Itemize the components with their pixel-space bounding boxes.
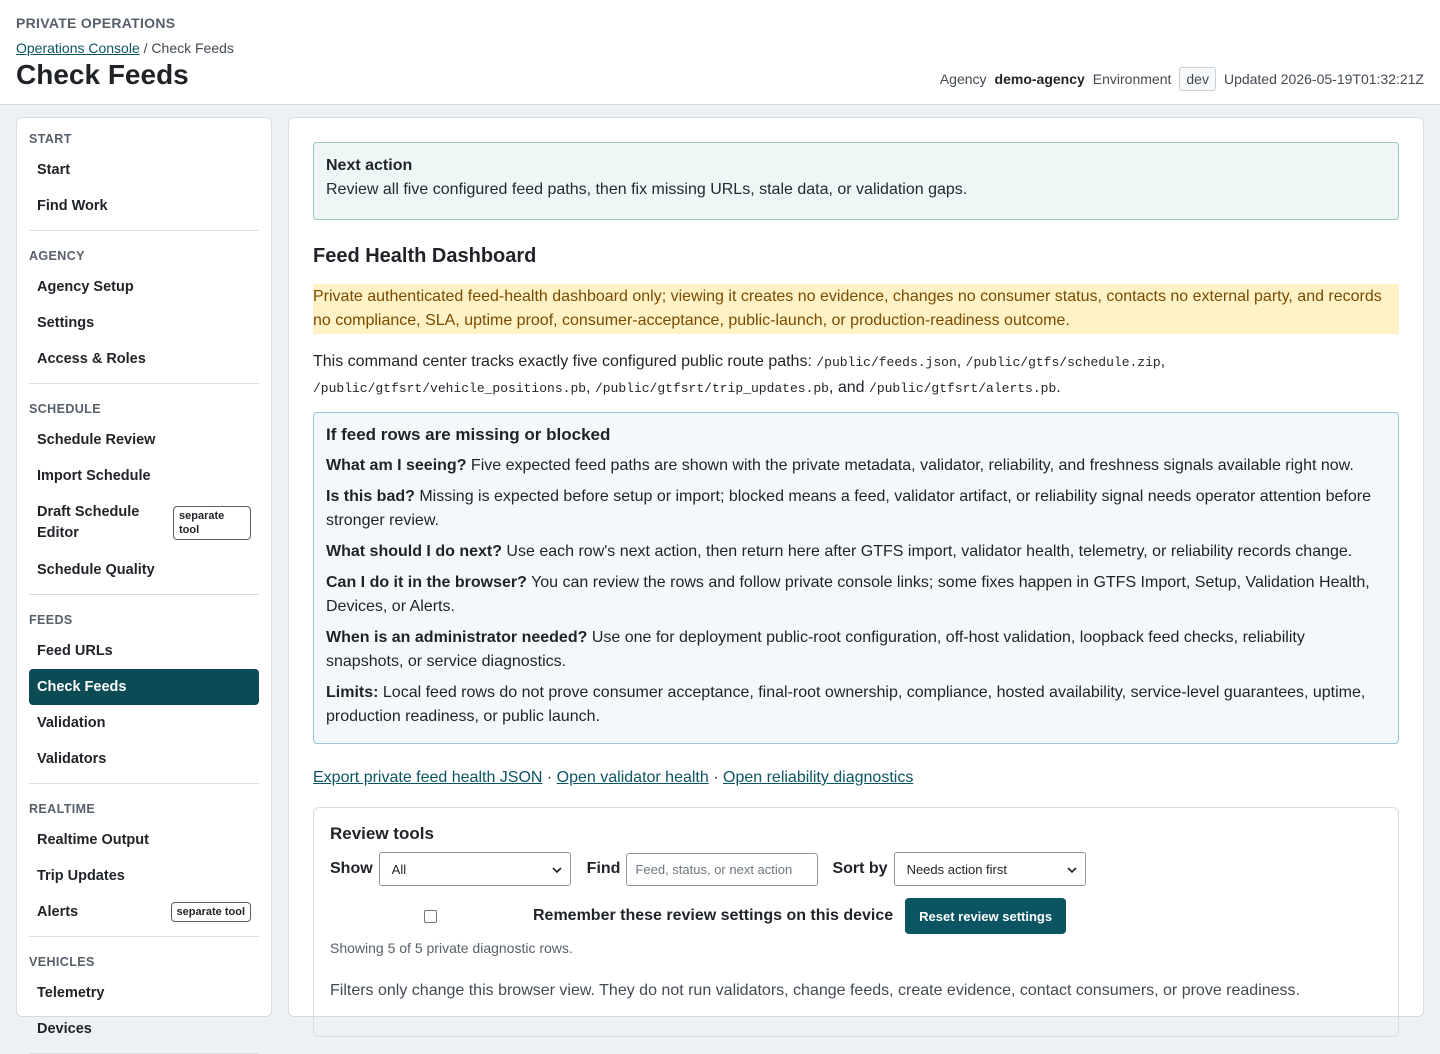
- sidebar-item-telemetry[interactable]: [29, 975, 259, 1011]
- sidebar-item-label: Schedule Quality: [37, 562, 155, 579]
- reset-review-settings-button[interactable]: Reset review settings: [905, 898, 1066, 934]
- help-answer: You can review the rows and follow private console links; some fixes happen in GTFS Import, Setup, Validation Health, Devices, or Alerts.: [326, 574, 1370, 615]
- chevron-down-icon: [1067, 862, 1077, 877]
- link-separator: ·: [708, 769, 723, 786]
- sidebar-item-schedule-quality[interactable]: [29, 552, 259, 588]
- help-answer: Use one for deployment public-root configuration, off-host validation, loopback feed checks, reliability snapshots, or service diagnostics.: [326, 629, 1305, 670]
- review-tools-row: [330, 852, 1382, 886]
- remember-row: [330, 898, 1382, 934]
- show-select[interactable]: [379, 852, 571, 886]
- dashboard-title: Feed Health Dashboard: [313, 245, 537, 267]
- sidebar-item-trip-updates[interactable]: [29, 858, 259, 894]
- nav-section-start: [29, 118, 259, 231]
- sidebar-item-draft-schedule-editor[interactable]: [29, 494, 259, 552]
- environment-label: Environment: [1092, 71, 1172, 87]
- route-paths-text: [313, 349, 1399, 401]
- nav-section-agency: [29, 235, 259, 384]
- sidebar-item-label: Feed URLs: [37, 643, 113, 660]
- show-label: Show: [330, 860, 373, 877]
- sidebar-item-find-work[interactable]: [29, 188, 259, 224]
- sidebar-item-validation[interactable]: [29, 705, 259, 741]
- agency-value: demo-agency: [994, 71, 1085, 87]
- sidebar-item-realtime-output[interactable]: [29, 822, 259, 858]
- sidebar-item-label: Access & Roles: [37, 351, 146, 367]
- sidebar-item-check-feeds[interactable]: [29, 669, 259, 705]
- route-sep: ,: [586, 379, 595, 396]
- sidebar-item-access-roles[interactable]: [29, 341, 259, 377]
- sidebar-item-alerts[interactable]: [29, 894, 259, 930]
- reliability-diagnostics-link[interactable]: Open reliability diagnostics: [723, 769, 914, 786]
- help-question: What am I seeing?: [326, 457, 467, 474]
- route-path: /public/gtfsrt/vehicle_positions.pb: [313, 381, 587, 396]
- sidebar-item-agency-setup[interactable]: [29, 269, 259, 305]
- find-input[interactable]: Feed, status, or next action: [626, 853, 818, 886]
- nav-section-realtime: [29, 788, 259, 937]
- help-item: [326, 454, 1386, 478]
- export-json-link[interactable]: Export private feed health JSON: [313, 769, 543, 786]
- help-answer: Local feed rows do not prove consumer acceptance, final-root ownership, compliance, hosted availability, service-level guarantees, uptime, production readiness, or public launch.: [326, 684, 1366, 725]
- help-question: Limits:: [326, 684, 379, 701]
- sidebar-item-settings[interactable]: [29, 305, 259, 341]
- route-path: /public/gtfs/schedule.zip: [965, 355, 1161, 370]
- sidebar-item-label: Realtime Output: [37, 832, 149, 849]
- help-answer: Five expected feed paths are shown with the private metadata, validator, reliability, and freshness signals available right now.: [466, 457, 1354, 474]
- eyebrow-label: PRIVATE OPERATIONS: [16, 15, 176, 31]
- sidebar-item-label: Schedule Review: [37, 432, 156, 448]
- sidebar-item-validators[interactable]: [29, 741, 259, 777]
- remember-checkbox[interactable]: [424, 910, 437, 923]
- sidebar-item-label: Validation: [37, 715, 106, 732]
- route-path: /public/gtfsrt/alerts.pb: [869, 381, 1057, 396]
- updated-timestamp: Updated 2026-05-19T01:32:21Z: [1223, 71, 1424, 87]
- nav-section-heading: AGENCY: [29, 249, 85, 263]
- agency-label: Agency: [939, 71, 987, 87]
- help-item: [326, 485, 1386, 533]
- showing-count: Showing 5 of 5 private diagnostic rows.: [330, 940, 573, 956]
- sidebar-item-label: Agency Setup: [37, 279, 134, 295]
- nav-section-feeds: [29, 599, 259, 784]
- sidebar-item-label: Import Schedule: [37, 468, 151, 484]
- sort-label: Sort by: [832, 860, 888, 877]
- sidebar-item-label: Trip Updates: [37, 868, 125, 885]
- sidebar-item-import-schedule[interactable]: [29, 458, 259, 494]
- next-action-text: Review all five configured feed paths, then fix missing URLs, stale data, or validation gaps.: [326, 181, 968, 198]
- help-box: [313, 412, 1399, 744]
- breadcrumb-link-operations-console[interactable]: Operations Console: [16, 40, 140, 56]
- sidebar-item-devices[interactable]: [29, 1011, 259, 1047]
- nav-section-heading: REALTIME: [29, 802, 96, 817]
- top-header: [0, 0, 1440, 105]
- help-item: [326, 626, 1386, 674]
- sidebar-item-label: Settings: [37, 315, 95, 331]
- nav-section-heading: FEEDS: [29, 613, 73, 628]
- private-warning-banner: Private authenticated feed-health dashboard only; viewing it creates no evidence, changes no consumer status, contacts no external party, and records no compliance, SLA, uptime proof, consumer-acceptance, public-launch, or production-readiness outcome.: [313, 284, 1399, 334]
- sidebar-item-label: Telemetry: [37, 985, 105, 1002]
- sort-select[interactable]: [894, 852, 1086, 886]
- sidebar-item-label: Find Work: [37, 198, 108, 214]
- nav-section-schedule: [29, 388, 259, 595]
- route-end: .: [1056, 379, 1061, 396]
- next-action-callout: [313, 142, 1399, 220]
- help-items: [326, 454, 1386, 729]
- route-path: /public/gtfsrt/trip_updates.pb: [594, 381, 829, 396]
- breadcrumb-current: Check Feeds: [151, 40, 234, 56]
- chevron-down-icon: [552, 862, 562, 877]
- help-item: [326, 571, 1386, 619]
- find-label: Find: [586, 860, 621, 877]
- help-item: [326, 681, 1386, 729]
- help-question: What should I do next?: [326, 543, 502, 560]
- sidebar-item-label: Draft Schedule Editor: [37, 504, 140, 542]
- sort-select-value: Needs action first: [906, 861, 1007, 877]
- next-action-title: Next action: [326, 157, 413, 174]
- help-question: When is an administrator needed?: [326, 629, 588, 646]
- nav-section-heading: START: [29, 132, 72, 146]
- sidebar-item-schedule-review[interactable]: [29, 422, 259, 458]
- main-panel: [288, 117, 1424, 1017]
- filter-note: Filters only change this browser view. They do not run validators, change feeds, create evidence, contact consumers, or prove readiness.: [330, 982, 1300, 999]
- help-title: If feed rows are missing or blocked: [326, 425, 611, 444]
- nav-section-heading: VEHICLES: [29, 955, 95, 970]
- help-item: [326, 540, 1386, 564]
- sidebar-item-label: Start: [37, 162, 71, 178]
- environment-badge: dev: [1179, 67, 1216, 91]
- nav-section-heading: SCHEDULE: [29, 402, 101, 416]
- show-select-value: All: [391, 861, 407, 877]
- route-sep: ,: [1160, 353, 1166, 370]
- remember-label: Remember these review settings on this device: [533, 907, 894, 924]
- sidebar-item-label: Alerts: [37, 904, 79, 921]
- sidebar-item-label: Validators: [37, 751, 107, 768]
- review-tools-panel: [313, 807, 1399, 1037]
- page-title: Check Feeds: [16, 59, 189, 90]
- routes-intro: This command center tracks exactly five configured public route paths:: [313, 353, 817, 370]
- sidebar-item-feed-urls[interactable]: [29, 633, 259, 669]
- breadcrumb: [16, 40, 234, 56]
- help-question: Is this bad?: [326, 488, 415, 505]
- breadcrumb-separator: /: [139, 40, 152, 56]
- sidebar-item-start[interactable]: [29, 152, 259, 188]
- review-tools-title: Review tools: [330, 824, 434, 843]
- route-path: /public/feeds.json: [816, 355, 957, 370]
- action-links: [313, 769, 913, 787]
- header-meta: [940, 67, 1424, 91]
- help-answer: Missing is expected before setup or import; blocked means a feed, validator artifact, or reliability signal needs operator attention before stronger review.: [326, 488, 1371, 529]
- route-and: , and: [828, 379, 870, 396]
- separate-tool-badge: separate tool: [173, 506, 251, 541]
- route-sep: ,: [956, 353, 966, 370]
- nav-section-vehicles: [29, 941, 259, 1054]
- separate-tool-badge: separate tool: [171, 902, 251, 922]
- link-separator: ·: [542, 769, 557, 786]
- help-answer: Use each row's next action, then return here after GTFS import, validator health, telemetry, or reliability records change.: [501, 543, 1353, 560]
- sidebar-item-label: Check Feeds: [37, 679, 127, 696]
- sidebar-nav: [16, 117, 272, 1038]
- validator-health-link[interactable]: Open validator health: [556, 769, 709, 786]
- help-question: Can I do it in the browser?: [326, 574, 527, 591]
- sidebar-item-label: Devices: [37, 1021, 92, 1038]
